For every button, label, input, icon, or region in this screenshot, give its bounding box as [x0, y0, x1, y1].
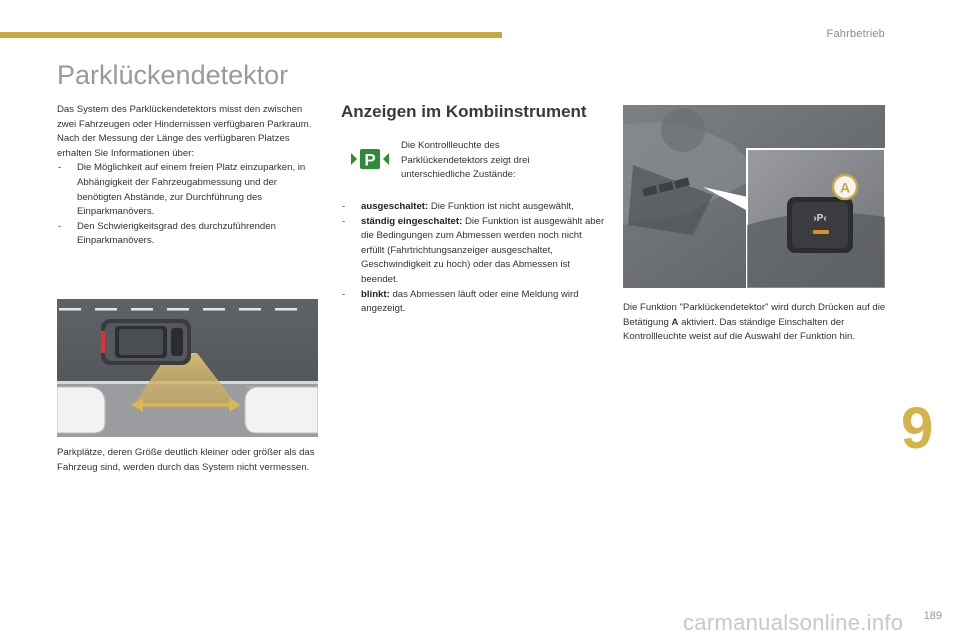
intro-bullet-text: Die Möglichkeit auf einem freien Platz einzuparken, in Abhängigkeit der Fahrzeugabmessung und der benötigten Abstände, zur Durchführung des Einparkmanövers. — [77, 162, 306, 218]
lamp-state-text: Die Funktion ist ausgewählt aber die Bedingungen zum Abmessen werden noch nicht erfüllt (Fahrtrichtungsanzeiger ausgeschaltet, Geschwindigkeit zu hoch) oder das Abmessen ist beendet. — [361, 215, 605, 285]
intro-bullet: - Die Möglichkeit auf einem freien Platz einzuparken, in Abhängigkeit der Fahrzeugabmessung und der benötigten Abstände, zur Durchführung des Einparkmanövers. — [58, 162, 306, 218]
lamp-state-term: blinkt: — [361, 288, 390, 300]
section-label: Fahrbetrieb — [826, 28, 885, 40]
activation-caption — [623, 301, 887, 345]
page-number: 189 — [923, 610, 942, 622]
lamp-states-list — [341, 200, 606, 317]
parking-illustration — [57, 299, 318, 437]
activation-label: A — [671, 316, 679, 328]
lamp-state-item: - ständig eingeschaltet: Die Funktion ist ausgewählt aber die Bedingungen zum Abmessen werden noch nicht erfüllt (Fahrtrichtungsanzeiger ausgeschaltet, Geschwindigkeit zu hoch) oder das Abmessen ist beendet. — [342, 215, 605, 285]
lamp-state-item: - ausgeschaltet: Die Funktion ist nicht ausgewählt, — [342, 201, 574, 212]
instrument-heading: Anzeigen im Kombiinstrument — [341, 102, 587, 121]
callout-label-a: A — [839, 179, 851, 196]
activation-text-before: Die Funktion "Parklückendetektor" wird durch Drücken auf die Betätigung — [623, 302, 886, 328]
header-accent-bar — [0, 32, 502, 38]
intro-bullet-text: Den Schwierigkeitsgrad des durchzuführenden Einparkmanövers. — [77, 220, 276, 247]
lamp-state-term: ständig eingeschaltet: — [361, 215, 463, 227]
svg-text:›P‹: ›P‹ — [813, 213, 827, 224]
lamp-state-term: ausgeschaltet: — [361, 201, 429, 212]
activation-text-after: aktiviert. Das ständige Einschalten der Kontrollleuchte weist auf die Auswahl der Funktion hin. — [623, 316, 855, 343]
dashboard-button-photo — [623, 105, 885, 288]
intro-paragraph: Das System des Parklückendetektors misst den zwischen zwei Fahrzeugen oder Hindernissen verfügbaren Parkraum. Nach der Messung der Länge des verfügbaren Platzes erhalten Sie Informationen über: — [57, 104, 312, 159]
lamp-description: Die Kontrollleuchte des Parklückendetektors zeigt drei unterschiedliche Zustände: — [401, 140, 530, 181]
park-assist-lamp-icon — [351, 148, 389, 170]
watermark: carmanualsonline.info — [683, 610, 904, 635]
page-title: Parklückendetektor — [57, 60, 289, 90]
intro-bullet: - Den Schwierigkeitsgrad des durchzuführenden Einparkmanövers. — [58, 220, 276, 247]
svg-text:P: P — [364, 150, 376, 170]
lamp-state-item: - blinkt: das Abmessen läuft oder eine Meldung wird angezeigt. — [342, 288, 579, 315]
lamp-state-text: das Abmessen läuft oder eine Meldung wird angezeigt. — [361, 288, 579, 315]
lamp-state-text: Die Funktion ist nicht ausgewählt, — [428, 201, 574, 212]
parking-caption: Parkplätze, deren Größe deutlich kleiner oder größer als das Fahrzeug sind, werden durch das System nicht vermessen. — [57, 447, 315, 473]
intro-bullet-list — [57, 161, 319, 249]
lamp-states — [341, 200, 606, 317]
chapter-number: 9 — [901, 396, 934, 461]
intro-block — [57, 103, 319, 249]
